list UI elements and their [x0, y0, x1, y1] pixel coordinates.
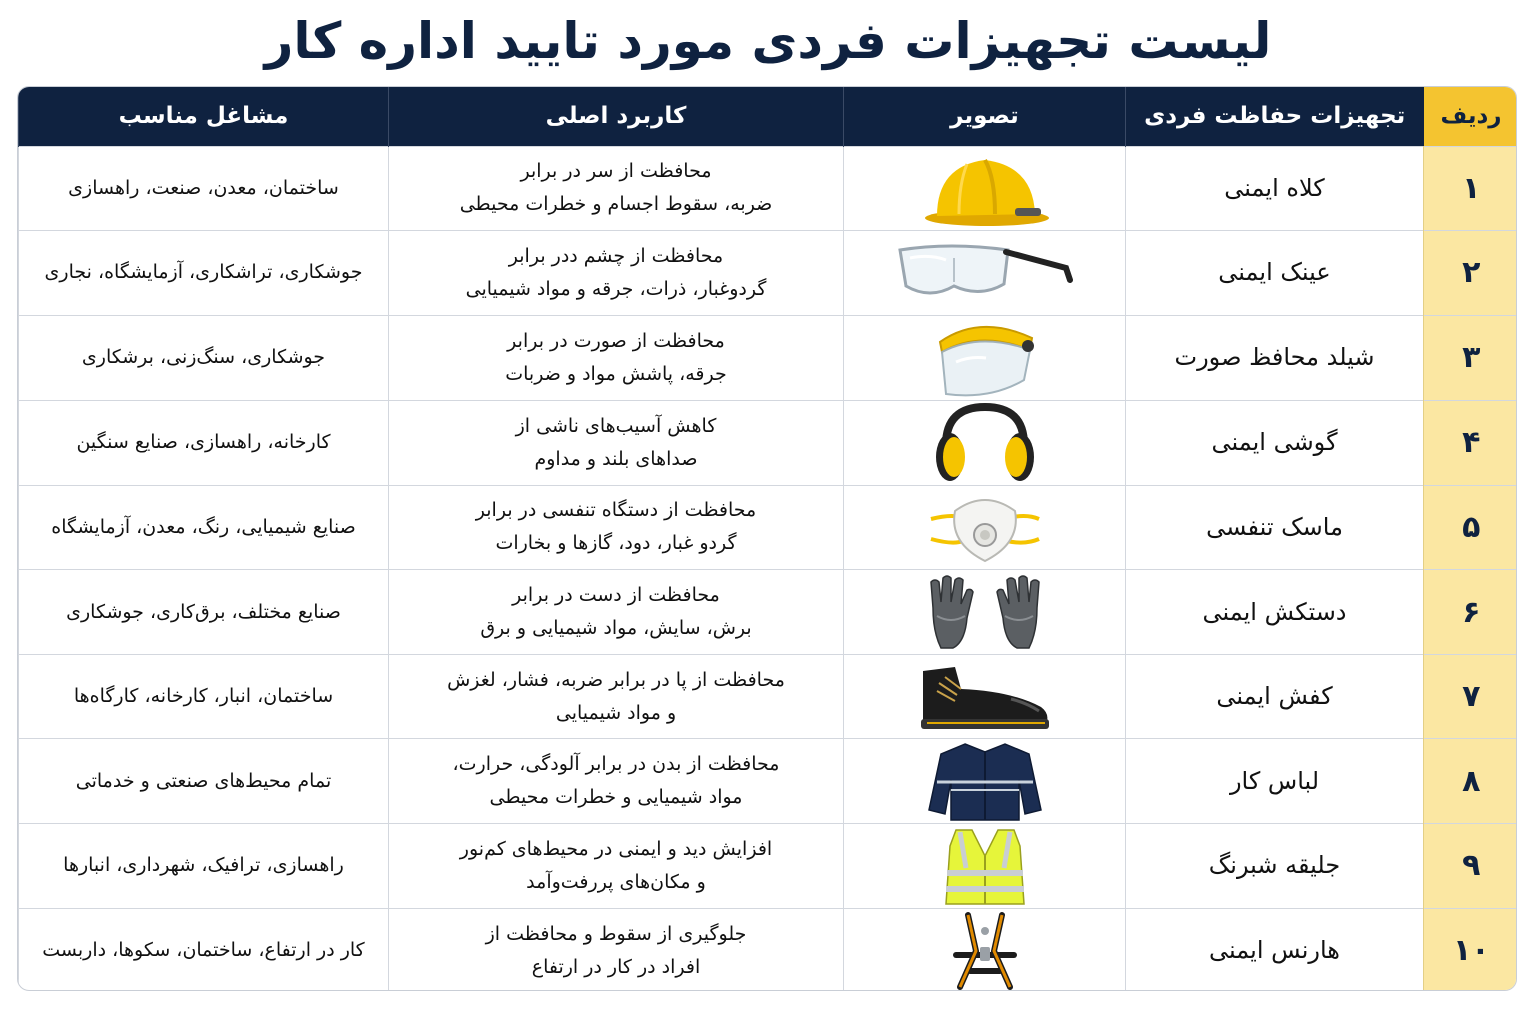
- table-row: [19, 231, 1518, 316]
- equipment-image: [844, 824, 1126, 909]
- jobs-cell: جوشکاری، تراشکاری، آزمایشگاه، نجاری: [19, 231, 389, 316]
- jobs-cell: راهسازی، ترافیک، شهرداری، انبارها: [19, 824, 389, 909]
- equipment-name: هارنس ایمنی: [1126, 908, 1424, 991]
- equipment-name: عینک ایمنی: [1126, 231, 1424, 316]
- jobs-cell: تمام محیط‌های صنعتی و خدماتی: [19, 739, 389, 824]
- header-image: تصویر: [844, 87, 1126, 146]
- row-index: ۴: [1424, 400, 1518, 485]
- work-jacket-icon: [925, 740, 1045, 822]
- equipment-image: [844, 485, 1126, 570]
- usage-line: محافظت از صورت در برابر: [507, 329, 725, 352]
- table-row: [19, 485, 1518, 570]
- equipment-name: کلاه ایمنی: [1126, 146, 1424, 231]
- equipment-image: [844, 400, 1126, 485]
- table-row: [19, 908, 1518, 991]
- row-index: ۱۰: [1424, 908, 1518, 991]
- safety-boot-icon: [915, 659, 1055, 735]
- jobs-cell: جوشکاری، سنگ‌زنی، برشکاری: [19, 315, 389, 400]
- header-usage: کاربرد اصلی: [389, 87, 844, 146]
- hard-hat-icon: [915, 148, 1055, 228]
- equipment-image: [844, 570, 1126, 655]
- respirator-mask-icon: [925, 489, 1045, 565]
- table-row: [19, 400, 1518, 485]
- safety-gloves-icon: [923, 572, 1047, 652]
- usage-line: محافظت از چشم ددر برابر: [508, 244, 724, 267]
- usage-line: افراد در کار در ارتفاع: [531, 955, 701, 978]
- usage-line: جلوگیری از سقوط و محافظت از: [485, 922, 747, 945]
- page-title: لیست تجهیزات فردی مورد تایید اداره کار: [264, 12, 1272, 70]
- jobs-cell: صنایع مختلف، برق‌کاری، جوشکاری: [19, 570, 389, 655]
- safety-glasses-icon: [890, 238, 1080, 308]
- equipment-image: [844, 146, 1126, 231]
- usage-cell: [389, 908, 844, 991]
- equipment-name: کفش ایمنی: [1126, 654, 1424, 739]
- header-equipment: تجهیزات حفاظت فردی: [1126, 87, 1424, 146]
- usage-line: و مکان‌های پررفت‌وآمد: [526, 870, 706, 893]
- usage-cell: [389, 739, 844, 824]
- usage-line: محافظت از دست در برابر: [512, 584, 720, 607]
- equipment-name: گوشی ایمنی: [1126, 400, 1424, 485]
- header-index: ردیف: [1424, 87, 1518, 146]
- jobs-cell: ساختمان، معدن، صنعت، راهسازی: [19, 146, 389, 231]
- equipment-image: [844, 231, 1126, 316]
- usage-cell: [389, 570, 844, 655]
- usage-cell: [389, 146, 844, 231]
- row-index: ۶: [1424, 570, 1518, 655]
- row-index: ۲: [1424, 231, 1518, 316]
- usage-line: محافظت از دستگاه تنفسی در برابر: [475, 499, 757, 522]
- row-index: ۵: [1424, 485, 1518, 570]
- usage-cell: [389, 485, 844, 570]
- equipment-image: [844, 908, 1126, 991]
- usage-line: گردو غبار، دود، گازها و بخارات: [495, 532, 737, 555]
- usage-line: ضربه، سقوط اجسام و خطرات محیطی: [459, 193, 773, 216]
- table-row: [19, 739, 1518, 824]
- row-index: ۷: [1424, 654, 1518, 739]
- row-index: ۳: [1424, 315, 1518, 400]
- equipment-image: [844, 739, 1126, 824]
- row-index: ۱: [1424, 146, 1518, 231]
- equipment-image: [844, 315, 1126, 400]
- usage-cell: [389, 231, 844, 316]
- equipment-name: جلیقه شبرنگ: [1126, 824, 1424, 909]
- usage-cell: [389, 824, 844, 909]
- usage-cell: [389, 315, 844, 400]
- usage-line: گردوغبار، ذرات، جرقه و مواد شیمیایی: [465, 277, 767, 300]
- table-row: [19, 570, 1518, 655]
- table-row: [19, 315, 1518, 400]
- equipment-name: لباس کار: [1126, 739, 1424, 824]
- table-row: [19, 654, 1518, 739]
- jobs-cell: کار در ارتفاع، ساختمان، سکوها، داربست: [19, 908, 389, 991]
- row-index: ۹: [1424, 824, 1518, 909]
- usage-line: کاهش آسیب‌های ناشی از: [515, 414, 717, 437]
- usage-cell: [389, 654, 844, 739]
- usage-line: برش، سایش، مواد شیمیایی و برق: [480, 617, 752, 640]
- usage-line: محافظت از سر در برابر: [520, 160, 712, 183]
- ppe-table: [17, 86, 1517, 991]
- usage-line: محافظت از پا در برابر ضربه، فشار، لغزش: [447, 668, 785, 691]
- usage-line: افزایش دید و ایمنی در محیط‌های کم‌نور: [459, 837, 773, 860]
- equipment-name: شیلد محافظ صورت: [1126, 315, 1424, 400]
- table-header-row: [19, 87, 1518, 146]
- header-jobs: مشاغل مناسب: [19, 87, 389, 146]
- usage-line: صداهای بلند و مداوم: [534, 447, 698, 470]
- usage-cell: [389, 400, 844, 485]
- usage-line: و مواد شیمیایی: [555, 701, 677, 724]
- equipment-name: دستکش ایمنی: [1126, 570, 1424, 655]
- jobs-cell: صنایع شیمیایی، رنگ، معدن، آزمایشگاه: [19, 485, 389, 570]
- table-row: [19, 824, 1518, 909]
- jobs-cell: ساختمان، انبار، کارخانه، کارگاه‌ها: [19, 654, 389, 739]
- usage-line: مواد شیمیایی و خطرات محیطی: [489, 786, 743, 809]
- table-row: [19, 146, 1518, 231]
- jobs-cell: کارخانه، راهسازی، صنایع سنگین: [19, 400, 389, 485]
- equipment-name: ماسک تنفسی: [1126, 485, 1424, 570]
- row-index: ۸: [1424, 739, 1518, 824]
- usage-line: محافظت از بدن در برابر آلودگی، حرارت،: [452, 753, 780, 776]
- reflective-vest-icon: [940, 826, 1030, 906]
- ear-muffs-icon: [930, 401, 1040, 485]
- safety-harness-icon: [940, 911, 1030, 991]
- usage-line: جرقه، پاشش مواد و ضربات: [505, 362, 727, 385]
- equipment-image: [844, 654, 1126, 739]
- face-shield-icon: [920, 316, 1050, 400]
